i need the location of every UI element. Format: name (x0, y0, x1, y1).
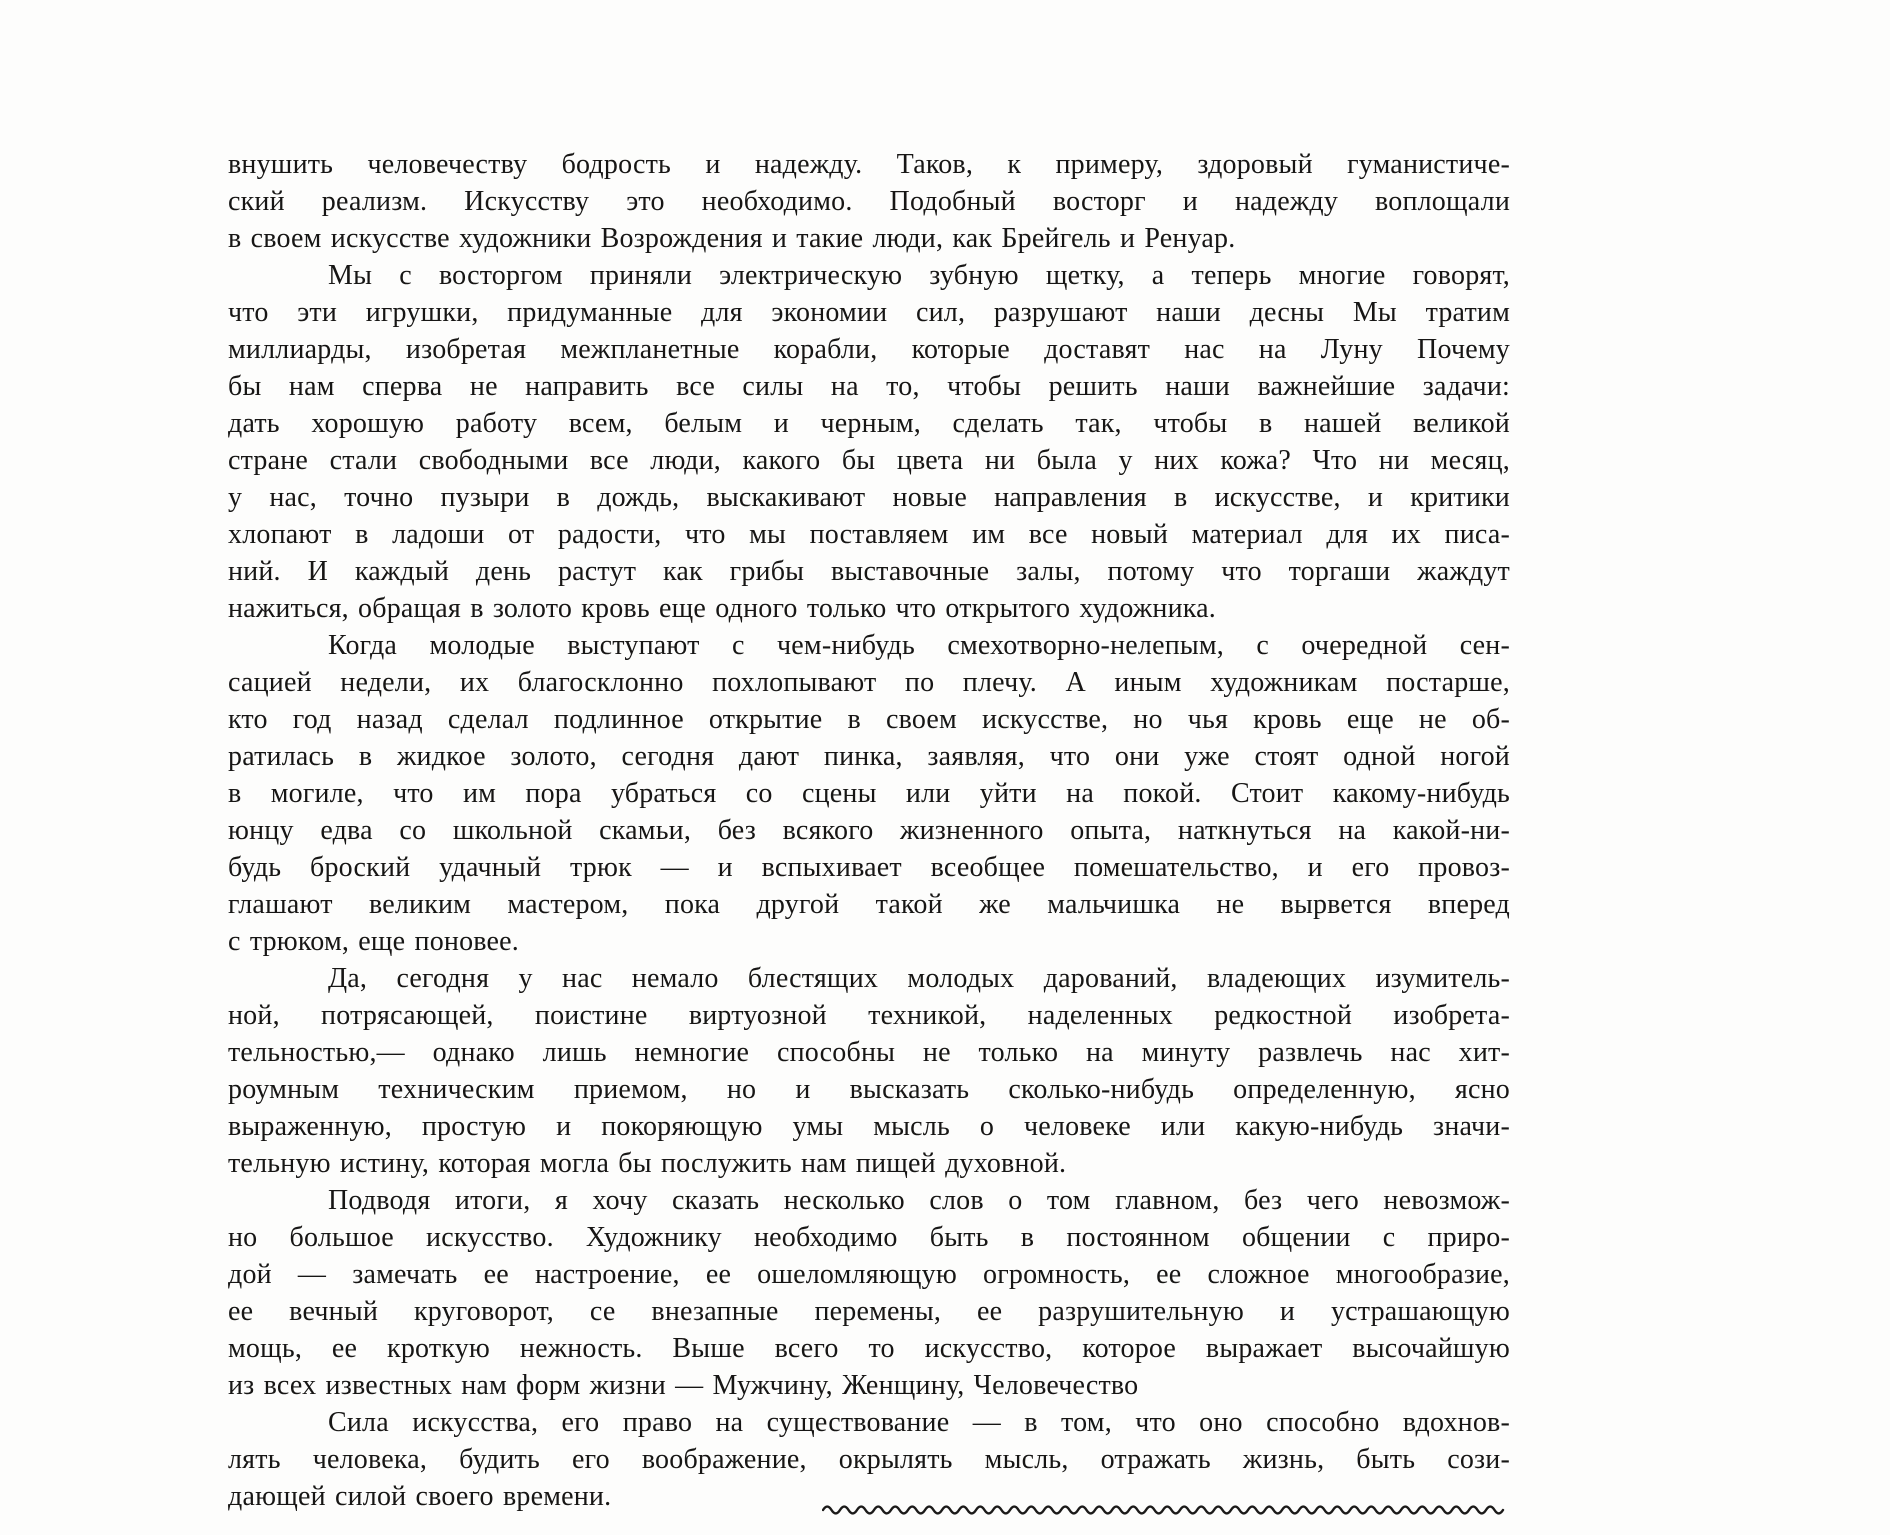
paragraph-4 (228, 960, 1510, 1182)
text-block (228, 146, 1510, 1515)
text-line: в могиле, что им пора убраться со сцены или уйти на покой. Стоит какому-нибудь (228, 778, 1510, 809)
text-line: из всех известных нам форм жизни — Мужчину, Женщину, Человечество (228, 1370, 1139, 1401)
text-line: выраженную, простую и покоряющую умы мысль о человеке или какую-нибудь значи- (228, 1111, 1510, 1142)
text-line: юнцу едва со школьной скамьи, без всякого жизненного опыта, наткнуться на какой-ни- (228, 815, 1510, 846)
text-line: мощь, ее кроткую нежность. Выше всего то искусство, которое выражает высочайшую (228, 1333, 1510, 1364)
text-line: у нас, точно пузыри в дождь, выскакивают новые направления в искусстве, и критики (228, 482, 1510, 513)
wavy-divider (822, 1502, 1512, 1518)
text-line: Мы с восторгом приняли электрическую зубную щетку, а теперь многие говорят, (328, 260, 1510, 291)
text-line: миллиарды, изобретая межпланетные корабли, которые доставят нас на Луну Почему (228, 334, 1510, 365)
paragraph-1 (228, 146, 1510, 257)
text-line: будь броский удачный трюк — и вспыхивает всеобщее помешательство, и его провоз- (228, 852, 1510, 883)
paragraph-5 (228, 1182, 1510, 1404)
text-line: лять человека, будить его воображение, окрылять мысль, отражать жизнь, быть сози- (228, 1444, 1510, 1475)
text-line: ее вечный круговорот, се внезапные перемены, ее разрушительную и устрашающую (228, 1296, 1510, 1327)
text-line: в своем искусстве художники Возрождения и такие люди, как Брейгель и Ренуар. (228, 223, 1236, 254)
paragraph-2 (228, 257, 1510, 627)
text-line: нажиться, обращая в золото кровь еще одного только что открытого художника. (228, 593, 1216, 624)
text-line: ский реализм. Искусству это необходимо. Подобный восторг и надежду воплощали (228, 186, 1510, 217)
text-line: Подводя итоги, я хочу сказать несколько слов о том главном, без чего невозмож- (328, 1185, 1510, 1216)
text-line: стране стали свободными все люди, какого бы цвета ни была у них кожа? Что ни месяц, (228, 445, 1510, 476)
text-line: Да, сегодня у нас немало блестящих молодых дарований, владеющих изумитель- (328, 963, 1510, 994)
text-line: дающей силой своего времени. (228, 1481, 612, 1512)
text-line: Сила искусства, его право на существование — в том, что оно способно вдохнов- (328, 1407, 1510, 1438)
text-line: дать хорошую работу всем, белым и черным, сделать так, чтобы в нашей великой (228, 408, 1510, 439)
paragraph-3 (228, 627, 1510, 960)
text-line: хлопают в ладоши от радости, что мы поставляем им все новый материал для их писа- (228, 519, 1510, 550)
text-line: ной, потрясающей, поистине виртуозной техникой, наделенных редкостной изобрета- (228, 1000, 1510, 1031)
text-line: Когда молодые выступают с чем-нибудь смехотворно-нелепым, с очередной сен- (328, 630, 1510, 661)
text-line: бы нам сперва не направить все силы на то, чтобы решить наши важнейшие задачи: (228, 371, 1510, 402)
text-line: ний. И каждый день растут как грибы выставочные залы, потому что торгаши жаждут (228, 556, 1510, 587)
wavy-divider-path (823, 1507, 1503, 1514)
text-line: глашают великим мастером, пока другой такой же мальчишка не вырвется вперед (228, 889, 1510, 920)
text-line: ратилась в жидкое золото, сегодня дают пинка, заявляя, что они уже стоят одной ногой (228, 741, 1510, 772)
text-line: кто год назад сделал подлинное открытие в своем искусстве, но чья кровь еще не об- (228, 704, 1510, 735)
text-line: сацией недели, их благосклонно похлопывают по плечу. А иным художникам постарше, (228, 667, 1510, 698)
text-line: что эти игрушки, придуманные для экономии сил, разрушают наши десны Мы тратим (228, 297, 1510, 328)
text-line: с трюком, еще поновее. (228, 926, 519, 957)
paragraph-6 (228, 1404, 1510, 1515)
text-line: дой — замечать ее настроение, ее ошеломляющую огромность, ее сложное многообразие, (228, 1259, 1510, 1290)
text-line: внушить человечеству бодрость и надежду. Таков, к примеру, здоровый гуманистиче- (228, 149, 1510, 180)
text-line: но большое искусство. Художнику необходимо быть в постоянном общении с приро- (228, 1222, 1510, 1253)
text-line: тельную истину, которая могла бы послужить нам пищей духовной. (228, 1148, 1067, 1179)
text-line: тельностью,— однако лишь немногие способны не только на минуту развлечь нас хит- (228, 1037, 1510, 1068)
text-line: роумным техническим приемом, но и высказать сколько-нибудь определенную, ясно (228, 1074, 1510, 1105)
